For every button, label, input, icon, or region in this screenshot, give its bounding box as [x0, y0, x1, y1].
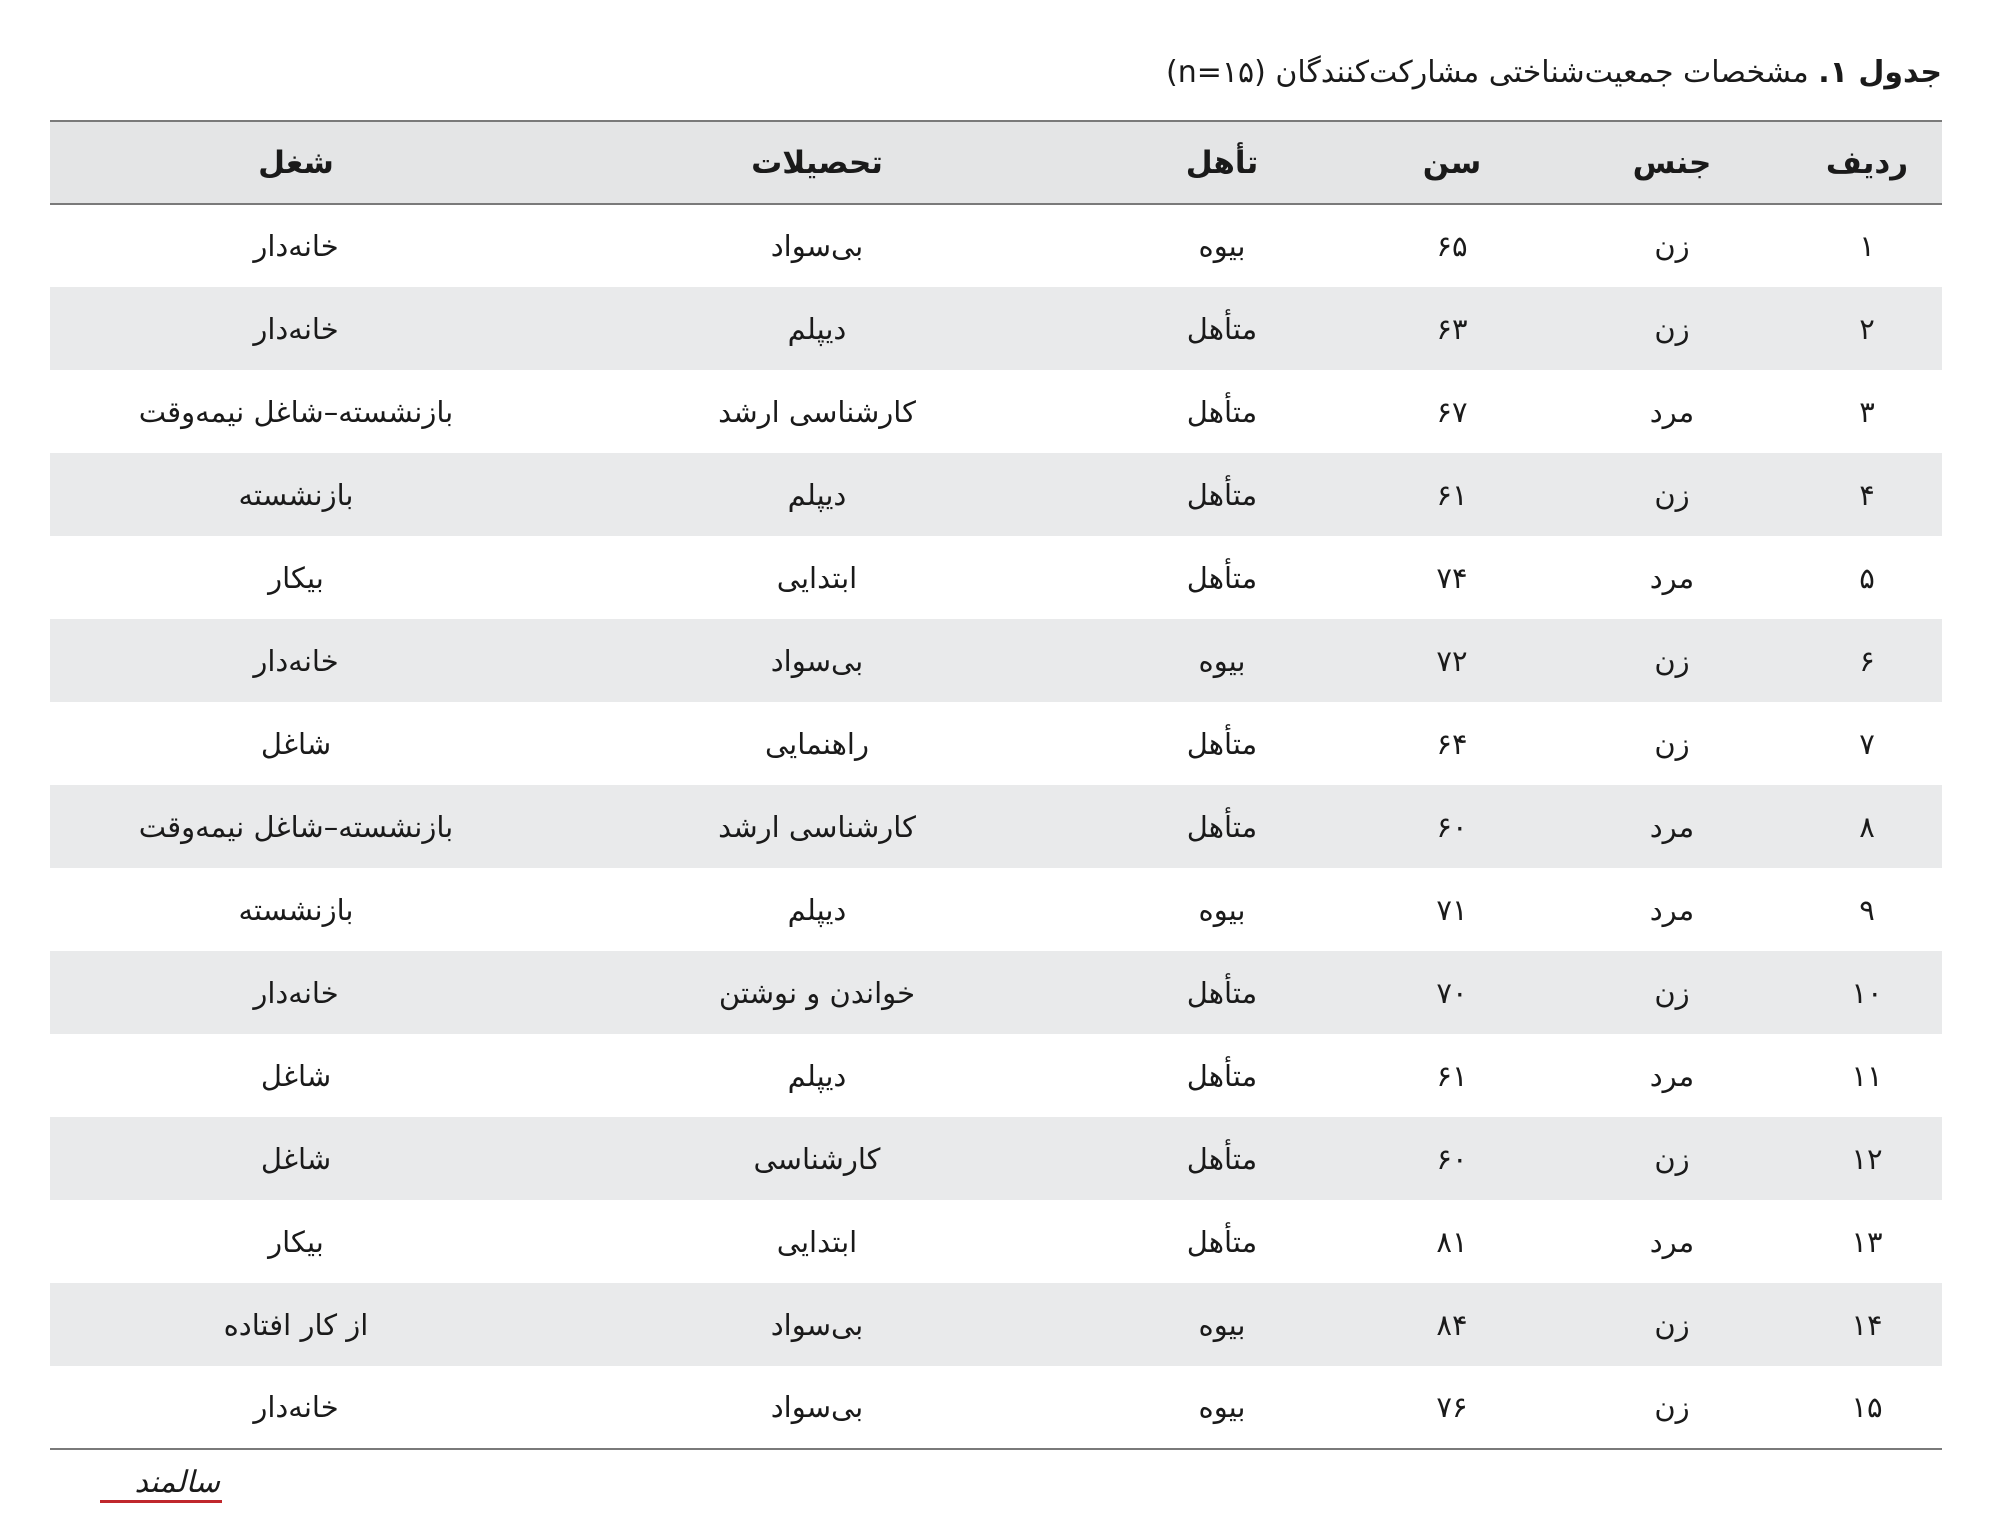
- cell-marital-status: بیوه: [1198, 892, 1246, 927]
- cell-age: ۶۱: [1436, 1058, 1468, 1093]
- cell-age: ۷۶: [1352, 1366, 1552, 1449]
- cell-row-number: ۱۵: [1792, 1366, 1942, 1449]
- table-header-row: [50, 121, 1942, 204]
- cell-education: دیپلم: [787, 477, 847, 512]
- cell-marital-status: متأهل: [1186, 394, 1258, 429]
- cell-gender: مرد: [1649, 560, 1695, 595]
- cell-education: دیپلم: [787, 892, 847, 927]
- cell-marital-status: متأهل: [1186, 809, 1258, 844]
- cell-gender: زن: [1654, 229, 1690, 263]
- table-row: [50, 536, 1942, 619]
- table-row: [50, 453, 1942, 536]
- cell-age: ۶۰: [1436, 809, 1468, 844]
- table-row: [50, 868, 1942, 951]
- cell-gender: زن: [1654, 1307, 1690, 1342]
- header-gender: جنس: [1552, 121, 1792, 204]
- cell-occupation: بیکار: [268, 560, 324, 595]
- cell-gender: زن: [1654, 643, 1690, 678]
- cell-marital-status: بیوه: [1092, 1366, 1352, 1449]
- cell-occupation: خانه‌دار: [253, 975, 339, 1010]
- table-row: [50, 1117, 1942, 1200]
- cell-education: دیپلم: [787, 311, 847, 346]
- cell-age: ۶۷: [1436, 394, 1468, 429]
- cell-row-number: ۴: [1859, 477, 1875, 512]
- cell-row-number: ۲: [1859, 311, 1875, 346]
- cell-education: کارشناسی ارشد: [718, 394, 916, 429]
- cell-gender: مرد: [1649, 394, 1695, 429]
- cell-education: کارشناسی ارشد: [718, 809, 916, 844]
- cell-row-number: ۱۰: [1851, 975, 1883, 1010]
- document-page: [50, 0, 1942, 1535]
- table-row: [50, 785, 1942, 868]
- cell-age: ۷۱: [1436, 892, 1468, 927]
- cell-gender: مرد: [1649, 1224, 1695, 1259]
- cell-education: بی‌سواد: [770, 229, 864, 263]
- cell-marital-status: متأهل: [1186, 560, 1258, 595]
- logo-wordmark: سالمند: [134, 1465, 220, 1500]
- cell-occupation: خانه‌دار: [253, 643, 339, 678]
- cell-education: بی‌سواد: [542, 1366, 1092, 1449]
- cell-marital-status: بیوه: [1198, 229, 1246, 263]
- cell-row-number: ۱۲: [1851, 1141, 1883, 1176]
- cell-occupation: بازنشسته–شاغل نیمه‌وقت: [138, 394, 454, 429]
- cell-education: کارشناسی: [753, 1141, 881, 1176]
- cell-occupation: بازنشسته: [238, 892, 354, 927]
- logo-underline: [100, 1500, 222, 1503]
- table-caption: [1166, 48, 1942, 98]
- cell-marital-status: بیوه: [1198, 643, 1246, 678]
- cell-marital-status: متأهل: [1186, 1224, 1258, 1259]
- cell-age: ۸۱: [1436, 1224, 1468, 1259]
- cell-age: ۷۰: [1436, 975, 1468, 1010]
- salmand-logo: [100, 1458, 222, 1506]
- cell-education: راهنمایی: [765, 726, 869, 761]
- cell-occupation: بازنشسته–شاغل نیمه‌وقت: [138, 809, 454, 844]
- cell-gender: مرد: [1649, 1058, 1695, 1093]
- cell-gender: مرد: [1649, 892, 1695, 927]
- table-row: [50, 204, 1942, 287]
- caption-label: جدول ۱.: [1818, 55, 1942, 90]
- cell-marital-status: متأهل: [1186, 726, 1258, 761]
- cell-age: ۷۲: [1436, 643, 1468, 678]
- table-row: [50, 287, 1942, 370]
- header-age: سن: [1352, 121, 1552, 204]
- cell-occupation: بازنشسته: [238, 477, 354, 512]
- cell-marital-status: متأهل: [1186, 477, 1258, 512]
- cell-age: ۶۰: [1436, 1141, 1468, 1176]
- cell-education: دیپلم: [787, 1058, 847, 1093]
- cell-occupation: خانه‌دار: [253, 311, 339, 346]
- cell-marital-status: متأهل: [1186, 1058, 1258, 1093]
- cell-gender: زن: [1654, 726, 1690, 761]
- cell-occupation: شاغل: [260, 1141, 332, 1176]
- cell-marital-status: بیوه: [1198, 1307, 1246, 1342]
- cell-row-number: ۱: [1859, 229, 1875, 263]
- demographics-table: [50, 120, 1942, 1450]
- cell-gender: مرد: [1649, 809, 1695, 844]
- cell-occupation: بیکار: [268, 1224, 324, 1259]
- cell-row-number: ۳: [1859, 394, 1875, 429]
- cell-row-number: ۱۴: [1851, 1307, 1883, 1342]
- cell-age: ۸۴: [1436, 1307, 1468, 1342]
- cell-age: ۶۴: [1436, 726, 1468, 761]
- cell-row-number: ۸: [1859, 809, 1875, 844]
- cell-gender: زن: [1552, 1366, 1792, 1449]
- cell-education: بی‌سواد: [770, 643, 864, 678]
- cell-age: ۶۵: [1436, 229, 1468, 263]
- cell-row-number: ۱۱: [1851, 1058, 1883, 1093]
- table-row: [50, 1200, 1942, 1283]
- cell-row-number: ۱۳: [1851, 1224, 1883, 1259]
- cell-marital-status: متأهل: [1186, 975, 1258, 1010]
- cell-occupation: از کار افتاده: [223, 1307, 369, 1342]
- cell-gender: زن: [1654, 975, 1690, 1010]
- table-row: [50, 1366, 1942, 1449]
- cell-gender: زن: [1654, 311, 1690, 346]
- caption-text: مشخصات جمعیت‌شناختی مشارکت‌کنندگان (n=۱۵): [1166, 55, 1809, 90]
- cell-row-number: ۹: [1859, 892, 1875, 927]
- cell-occupation: خانه‌دار: [253, 229, 339, 263]
- cell-education: ابتدایی: [776, 1224, 858, 1259]
- table-row: [50, 619, 1942, 702]
- cell-marital-status: متأهل: [1186, 1141, 1258, 1176]
- cell-gender: زن: [1654, 477, 1690, 512]
- header-marital-status: تأهل: [1092, 121, 1352, 204]
- cell-gender: زن: [1654, 1141, 1690, 1176]
- cell-education: خواندن و نوشتن: [718, 975, 916, 1010]
- header-education: تحصیلات: [542, 121, 1092, 204]
- cell-row-number: ۶: [1859, 643, 1875, 678]
- cell-row-number: ۵: [1859, 560, 1875, 595]
- cell-age: ۷۴: [1436, 560, 1468, 595]
- table-row: [50, 370, 1942, 453]
- cell-occupation: شاغل: [260, 1058, 332, 1093]
- table-row: [50, 951, 1942, 1034]
- cell-education: ابتدایی: [776, 560, 858, 595]
- cell-occupation: شاغل: [260, 726, 332, 761]
- header-occupation: شغل: [50, 121, 542, 204]
- cell-age: ۶۳: [1436, 311, 1468, 346]
- header-row-number: ردیف: [1792, 121, 1942, 204]
- cell-occupation: خانه‌دار: [50, 1366, 542, 1449]
- table-row: [50, 702, 1942, 785]
- cell-marital-status: متأهل: [1186, 311, 1258, 346]
- table-row: [50, 1034, 1942, 1117]
- cell-age: ۶۱: [1436, 477, 1468, 512]
- cell-education: بی‌سواد: [770, 1307, 864, 1342]
- cell-row-number: ۷: [1859, 726, 1875, 761]
- table-row: [50, 1283, 1942, 1366]
